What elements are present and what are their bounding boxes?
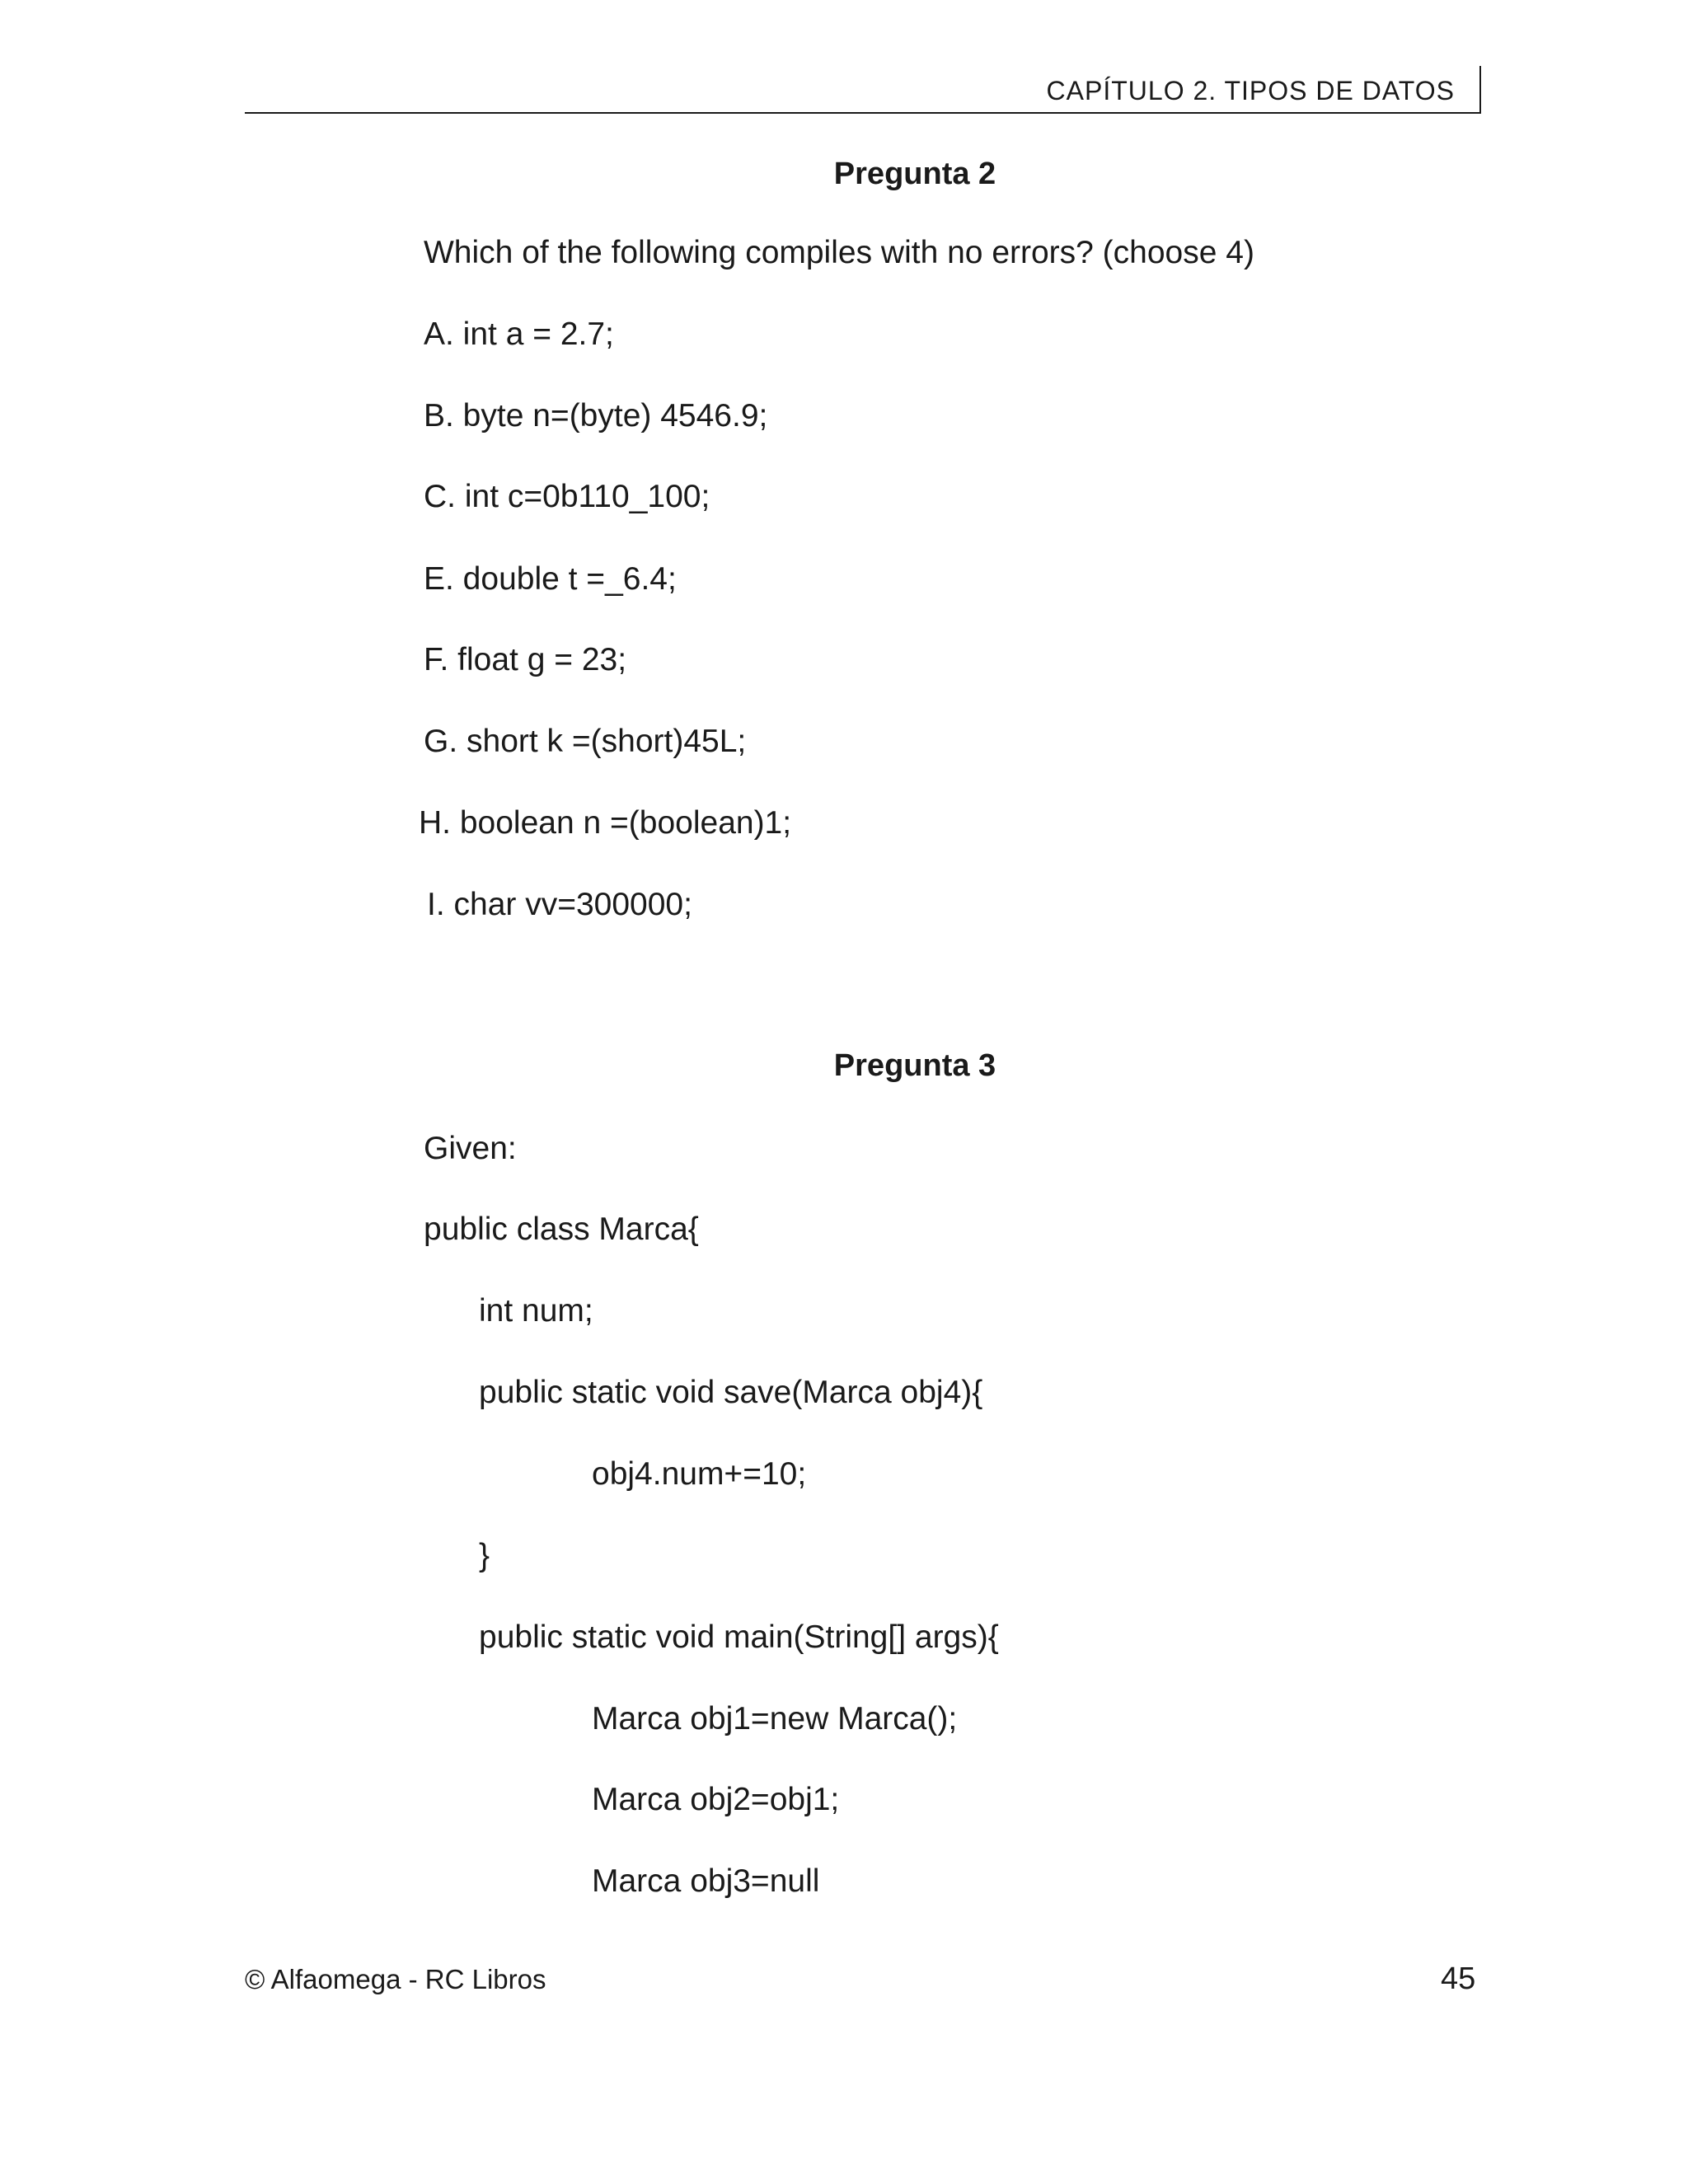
option-i: I. char vv=300000; xyxy=(427,887,692,922)
code-line: public static void main(String[] args){ xyxy=(479,1619,999,1655)
publisher-credit: © Alfaomega - RC Libros xyxy=(245,1964,546,1994)
option-a: A. int a = 2.7; xyxy=(424,316,614,352)
code-line: public class Marca{ xyxy=(424,1212,699,1247)
chapter-title: CAPÍTULO 2. TIPOS DE DATOS xyxy=(1046,76,1455,105)
running-header xyxy=(245,66,1481,114)
code-line: Marca obj3=null xyxy=(592,1863,820,1899)
code-line: obj4.num+=10; xyxy=(592,1456,807,1492)
question-2-title: Pregunta 2 xyxy=(833,157,996,191)
question-3-title: Pregunta 3 xyxy=(833,1048,996,1083)
option-f: F. float g = 23; xyxy=(424,642,627,677)
option-h: H. boolean n =(boolean)1; xyxy=(419,805,792,841)
option-b: B. byte n=(byte) 4546.9; xyxy=(424,398,768,434)
question-2-prompt: Which of the following compiles with no errors? (choose 4) xyxy=(424,235,1254,270)
given-label: Given: xyxy=(424,1131,517,1166)
code-line: int num; xyxy=(479,1293,593,1329)
page-number: 45 xyxy=(1441,1961,1476,1996)
code-line: Marca obj1=new Marca(); xyxy=(592,1701,958,1736)
option-e: E. double t =_6.4; xyxy=(424,561,677,597)
code-line: public static void save(Marca obj4){ xyxy=(479,1375,983,1410)
code-line: Marca obj2=obj1; xyxy=(592,1782,840,1817)
option-c: C. int c=0b110_100; xyxy=(424,479,710,514)
code-line: } xyxy=(479,1538,490,1573)
option-g: G. short k =(short)45L; xyxy=(424,724,747,759)
